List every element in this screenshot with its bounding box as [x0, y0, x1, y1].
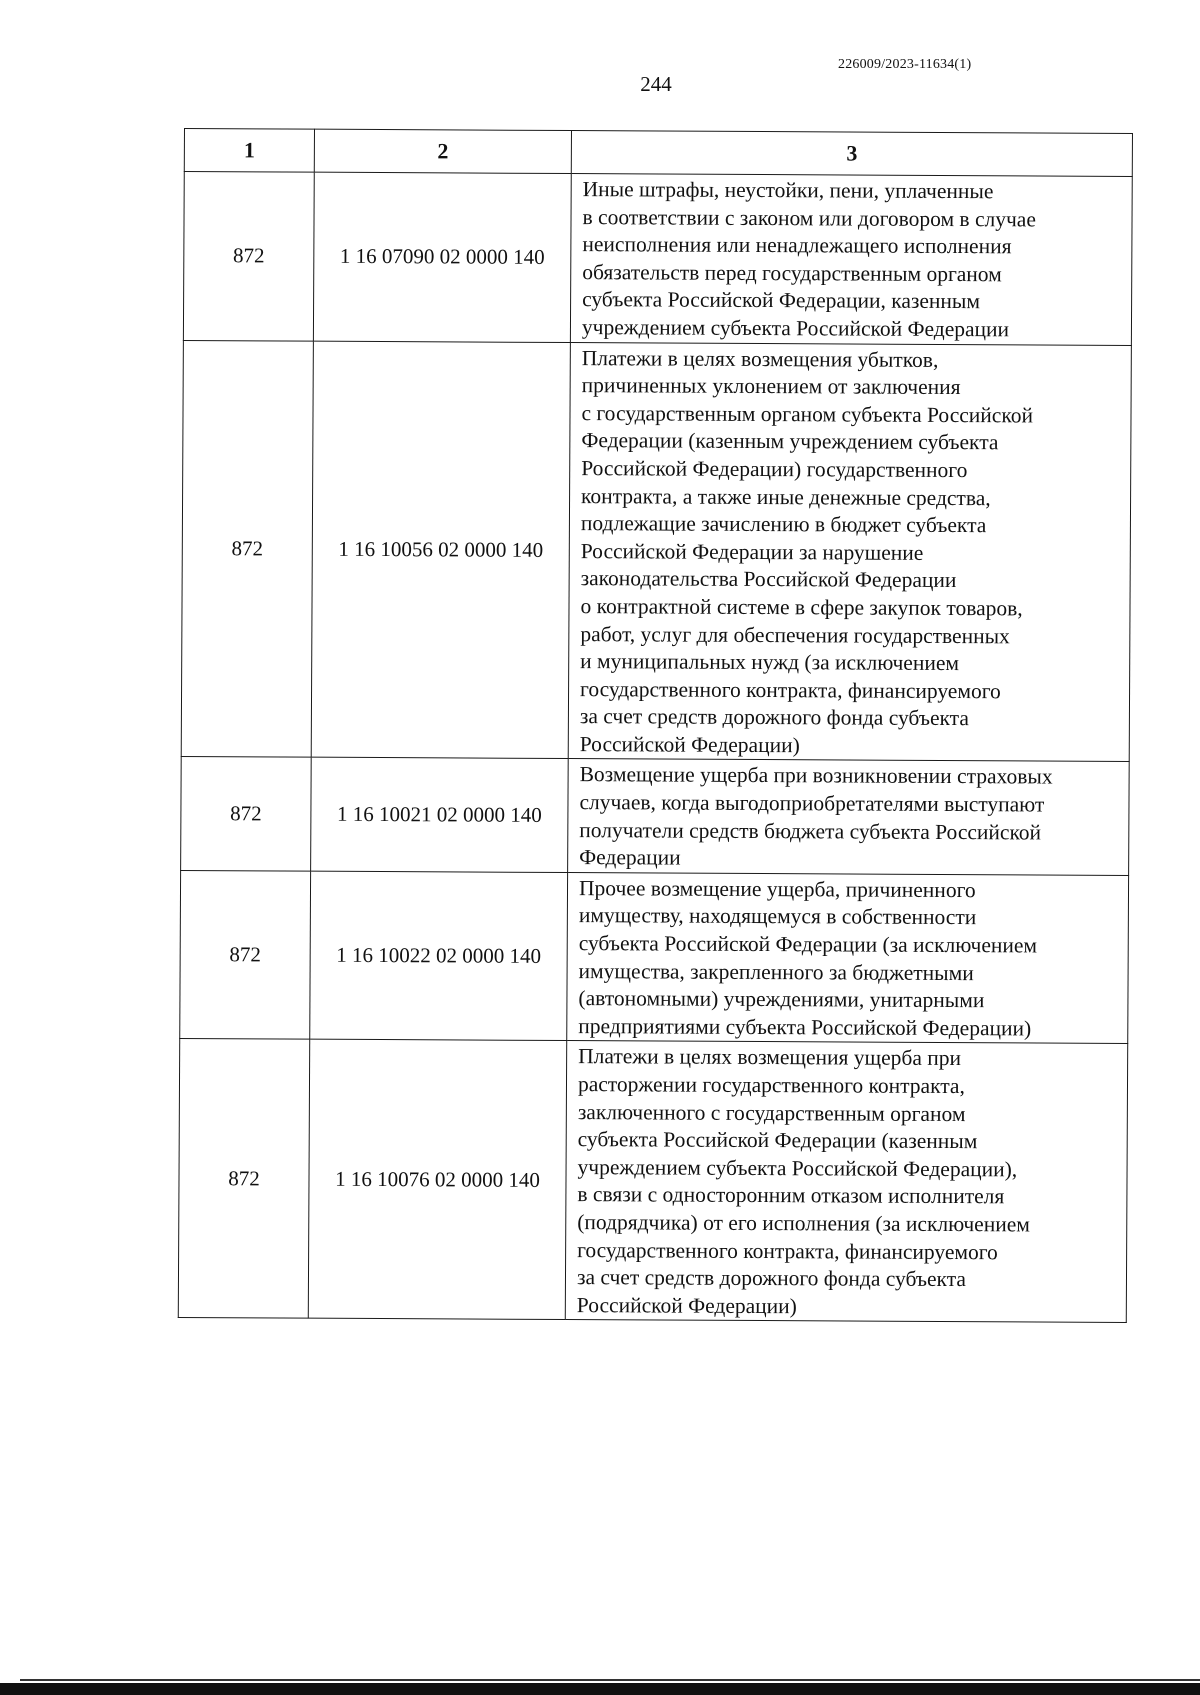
description-line: Федерации (казенным учреждением субъекта [581, 428, 999, 455]
table-row [178, 1039, 1127, 1323]
description-line: учреждением субъекта Российской Федерации [581, 315, 1010, 342]
description-line: Прочее возмещение ущерба, причиненного [578, 875, 976, 902]
description-line: Российской Федерации) [579, 731, 800, 758]
header-col-3: 3 [571, 131, 1132, 177]
income-code-cell: 1 16 10022 02 0000 140 [310, 871, 568, 1041]
description-line: Платежи в целях возмещения убытков, [581, 345, 939, 372]
description-line: (подрядчика) от его исполнения (за исключением [577, 1210, 1030, 1237]
description-line: подлежащие зачислению в бюджет субъекта [580, 511, 987, 538]
description-line: за счет средств дорожного фонда субъекта [579, 704, 969, 731]
description-line: имуществу, находящемуся в собственности [578, 903, 977, 930]
description-cell [568, 759, 1130, 875]
description-cell [568, 342, 1131, 762]
scan-bottom-border [0, 1683, 1200, 1695]
description-line: государственного контракта, финансируемого [580, 676, 1001, 703]
description-line: контракта, а также иные денежные средства, [581, 483, 991, 510]
header-col-1: 1 [184, 129, 314, 173]
grbs-code-cell: 872 [181, 340, 313, 758]
description-line: Российской Федерации за нарушение [580, 538, 924, 565]
description-line: за счет средств дорожного фонда субъекта [576, 1265, 967, 1292]
description-line: в связи с односторонним отказом исполнителя [577, 1182, 1005, 1209]
description-cell [565, 1041, 1127, 1323]
description-line: причиненных уклонением от заключения [581, 373, 961, 400]
description-line: обязательств перед государственным органом [582, 259, 1002, 287]
grbs-code-cell: 872 [183, 172, 314, 341]
table-row [181, 757, 1130, 875]
income-code-cell: 1 16 10056 02 0000 140 [311, 341, 570, 759]
description-line: субъекта Российской Федерации (за исключением [578, 931, 1038, 958]
description-line: работ, услуг для обеспечения государственных [580, 621, 1010, 648]
description-cell [570, 174, 1132, 345]
description-line: Российской Федерации) [576, 1292, 797, 1318]
budget-codes-table [178, 128, 1133, 1323]
description-line: Федерации [579, 845, 681, 870]
income-code-cell: 1 16 10021 02 0000 140 [311, 758, 569, 873]
description-line: в соответствии с законом или договором в случае [582, 204, 1036, 232]
description-line: Иные штрафы, неустойки, пени, уплаченные [582, 177, 994, 204]
description-line: расторжении государственного контракта, [577, 1072, 965, 1099]
table-row [183, 172, 1132, 346]
table-row [181, 340, 1131, 762]
description-line: имущества, закрепленного за бюджетными [578, 958, 974, 985]
page-number: 244 [640, 72, 672, 96]
grbs-code-cell: 872 [178, 1039, 309, 1319]
grbs-code-cell: 872 [180, 870, 311, 1039]
table-body [178, 172, 1132, 1323]
description-line: субъекта Российской Федерации (казенным [577, 1127, 978, 1154]
description-line: предприятиями субъекта Российской Федерации) [578, 1013, 1032, 1041]
description-line: субъекта Российской Федерации, казенным [582, 287, 981, 314]
description-cell [567, 872, 1129, 1043]
description-line: Возмещение ущерба при возникновении страховых [579, 762, 1053, 790]
income-code-cell: 1 16 10076 02 0000 140 [308, 1040, 566, 1320]
description-line: учреждением субъекта Российской Федерации), [577, 1154, 1018, 1182]
description-line: получатели средств бюджета субъекта Российской [579, 817, 1042, 845]
description-line: Российской Федерации) государственного [581, 456, 968, 483]
description-line: с государственным органом субъекта Российской [581, 400, 1034, 428]
description-line: государственного контракта, финансируемого [577, 1237, 998, 1264]
scan-edge-line [20, 1679, 1200, 1681]
income-code-cell: 1 16 07090 02 0000 140 [313, 172, 571, 342]
grbs-code-cell: 872 [181, 757, 312, 871]
table-row [180, 870, 1129, 1044]
table-header-row [184, 129, 1132, 177]
description-line: неисполнения или ненадлежащего исполнения [582, 232, 1012, 259]
document-registration-number: 226009/2023-11634(1) [838, 57, 972, 72]
description-line: случаев, когда выгодоприобретателями выступают [579, 790, 1045, 817]
description-line: о контрактной системе в сфере закупок товаров, [580, 593, 1023, 621]
description-line: (автономными) учреждениями, унитарными [578, 986, 985, 1013]
header-col-2: 2 [314, 129, 571, 173]
description-line: законодательства Российской Федерации [580, 566, 957, 593]
description-line: и муниципальных нужд (за исключением [580, 649, 960, 676]
description-line: Платежи в целях возмещения ущерба при [578, 1044, 962, 1071]
table-container [178, 128, 1133, 1323]
description-line: заключенного с государственным органом [577, 1099, 966, 1126]
